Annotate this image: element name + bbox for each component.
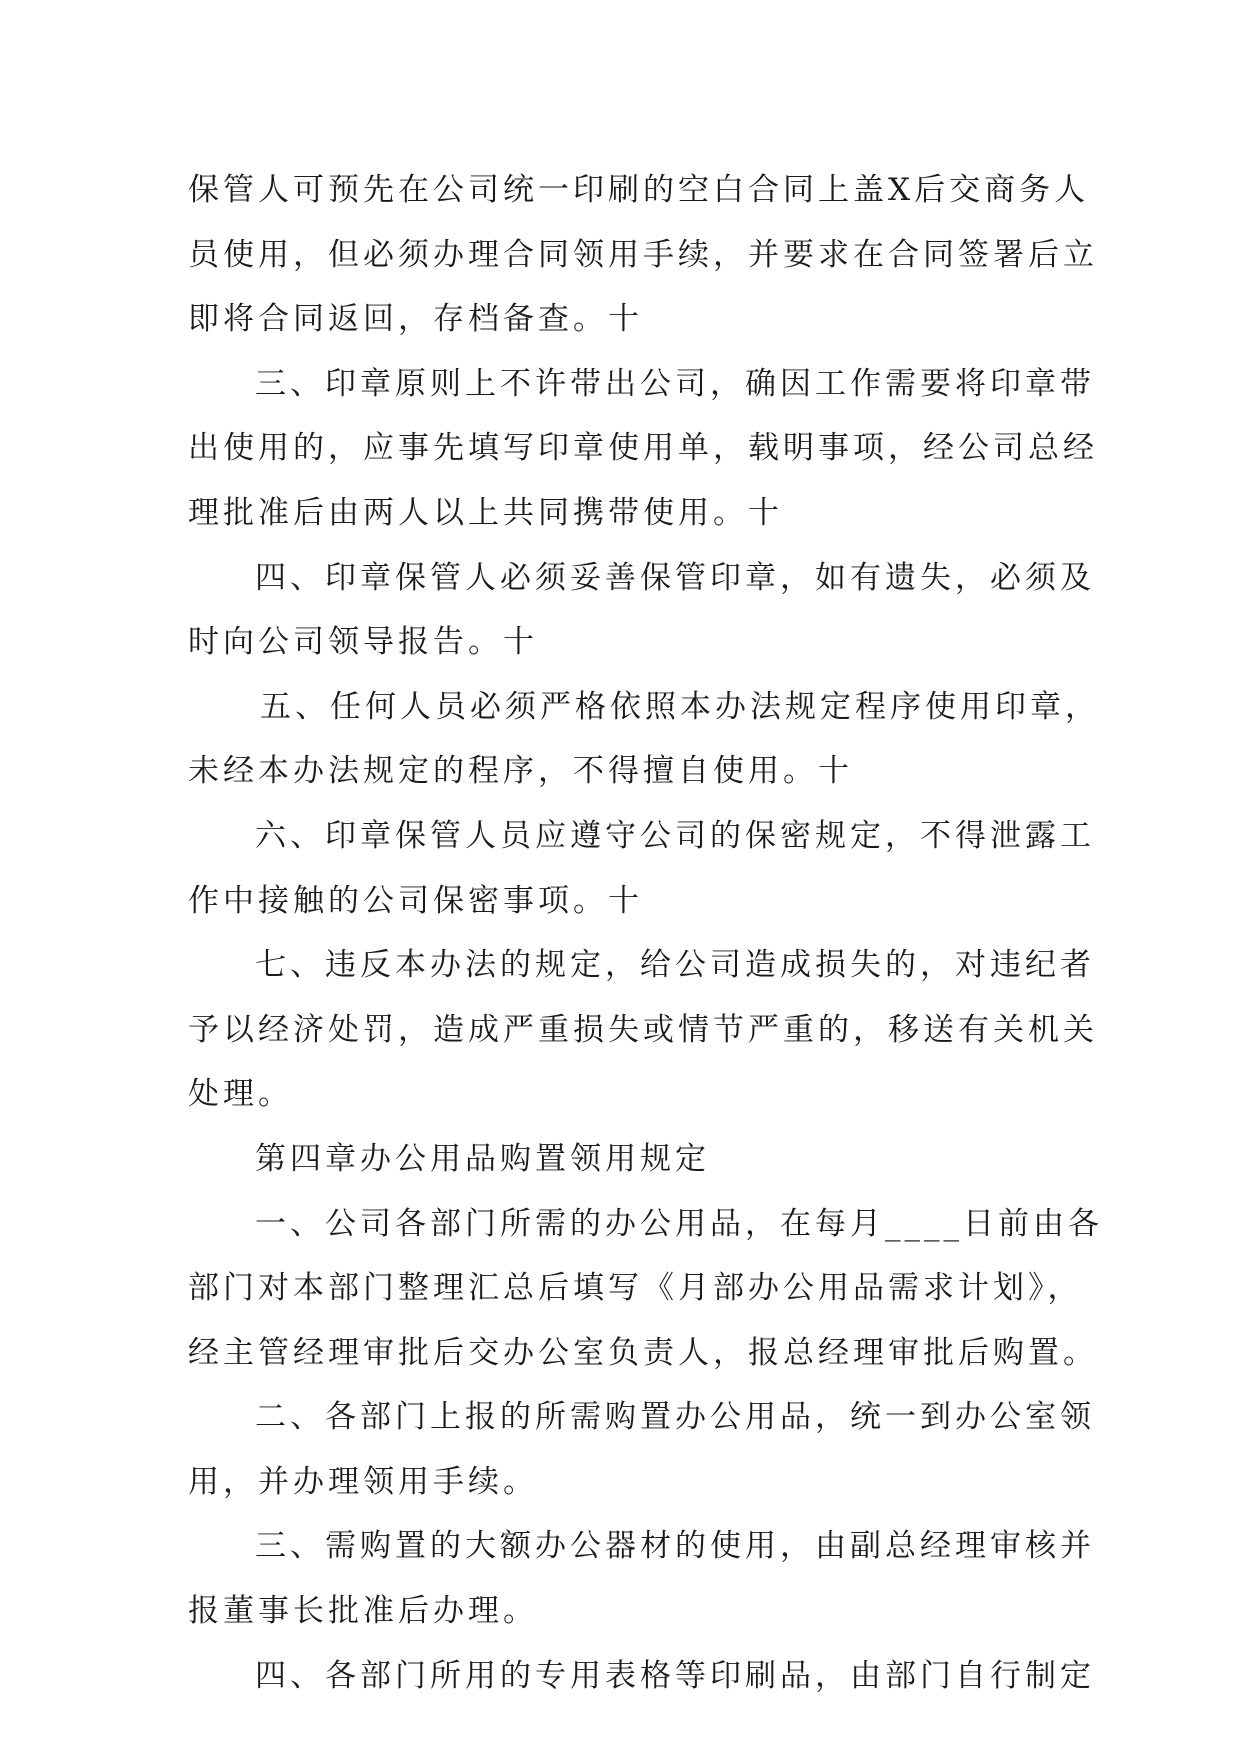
text-line: 部门对本部门整理汇总后填写《月部办公用品需求计划》， [188, 1270, 1083, 1307]
paragraph-start-line: 一、公司各部门所需的办公用品，在每月____日前由各 [255, 1205, 1103, 1242]
paragraph-start-line: 六、印章保管人员应遵守公司的保密规定，不得泄露工 [255, 817, 1095, 854]
paragraph-start-line: 四、各部门所用的专用表格等印刷品，由部门自行制定 [255, 1657, 1095, 1694]
paragraph-start-line: 二、各部门上报的所需购置办公用品，统一到办公室领 [255, 1399, 1095, 1436]
paragraph-start-line: 四、印章保管人必须妥善保管印章，如有遗失，必须及 [255, 559, 1095, 596]
text-line: 未经本办法规定的程序，不得擅自使用。十 [188, 753, 853, 790]
document-body [188, 158, 1103, 1708]
paragraph-start-line: 三、需购置的大额办公器材的使用，由副总经理审核并 [255, 1528, 1095, 1565]
text-line: 予以经济处罚，造成严重损失或情节严重的，移送有关机关 [188, 1011, 1098, 1048]
text-line: 作中接触的公司保密事项。十 [188, 882, 643, 919]
text-line: 报董事长批准后办理。 [188, 1593, 538, 1630]
text-line: 出使用的，应事先填写印章使用单，载明事项，经公司总经 [188, 430, 1098, 467]
text-line: 理批准后由两人以上共同携带使用。十 [188, 494, 783, 531]
text-line: 即将合同返回，存档备查。十 [188, 301, 643, 338]
text-line: 用，并办理领用手续。 [188, 1463, 538, 1500]
text-line: 员使用，但必须办理合同领用手续，并要求在合同签署后立 [188, 236, 1098, 273]
chapter-heading: 第四章办公用品购置领用规定 [255, 1140, 710, 1177]
paragraph-start-line: 三、印章原则上不许带出公司，确因工作需要将印章带 [255, 365, 1095, 402]
paragraph-start-line: 五、任何人员必须严格依照本办法规定程序使用印章， [260, 688, 1100, 725]
text-line: 处理。 [188, 1076, 293, 1113]
text-line: 保管人可预先在公司统一印刷的空白合同上盖X后交商务人 [188, 172, 1090, 208]
text-line: 经主管经理审批后交办公室负责人，报总经理审批后购置。 [188, 1334, 1098, 1371]
paragraph-start-line: 七、违反本办法的规定，给公司造成损失的，对违纪者 [255, 947, 1095, 984]
text-line: 时向公司领导报告。十 [188, 624, 538, 661]
